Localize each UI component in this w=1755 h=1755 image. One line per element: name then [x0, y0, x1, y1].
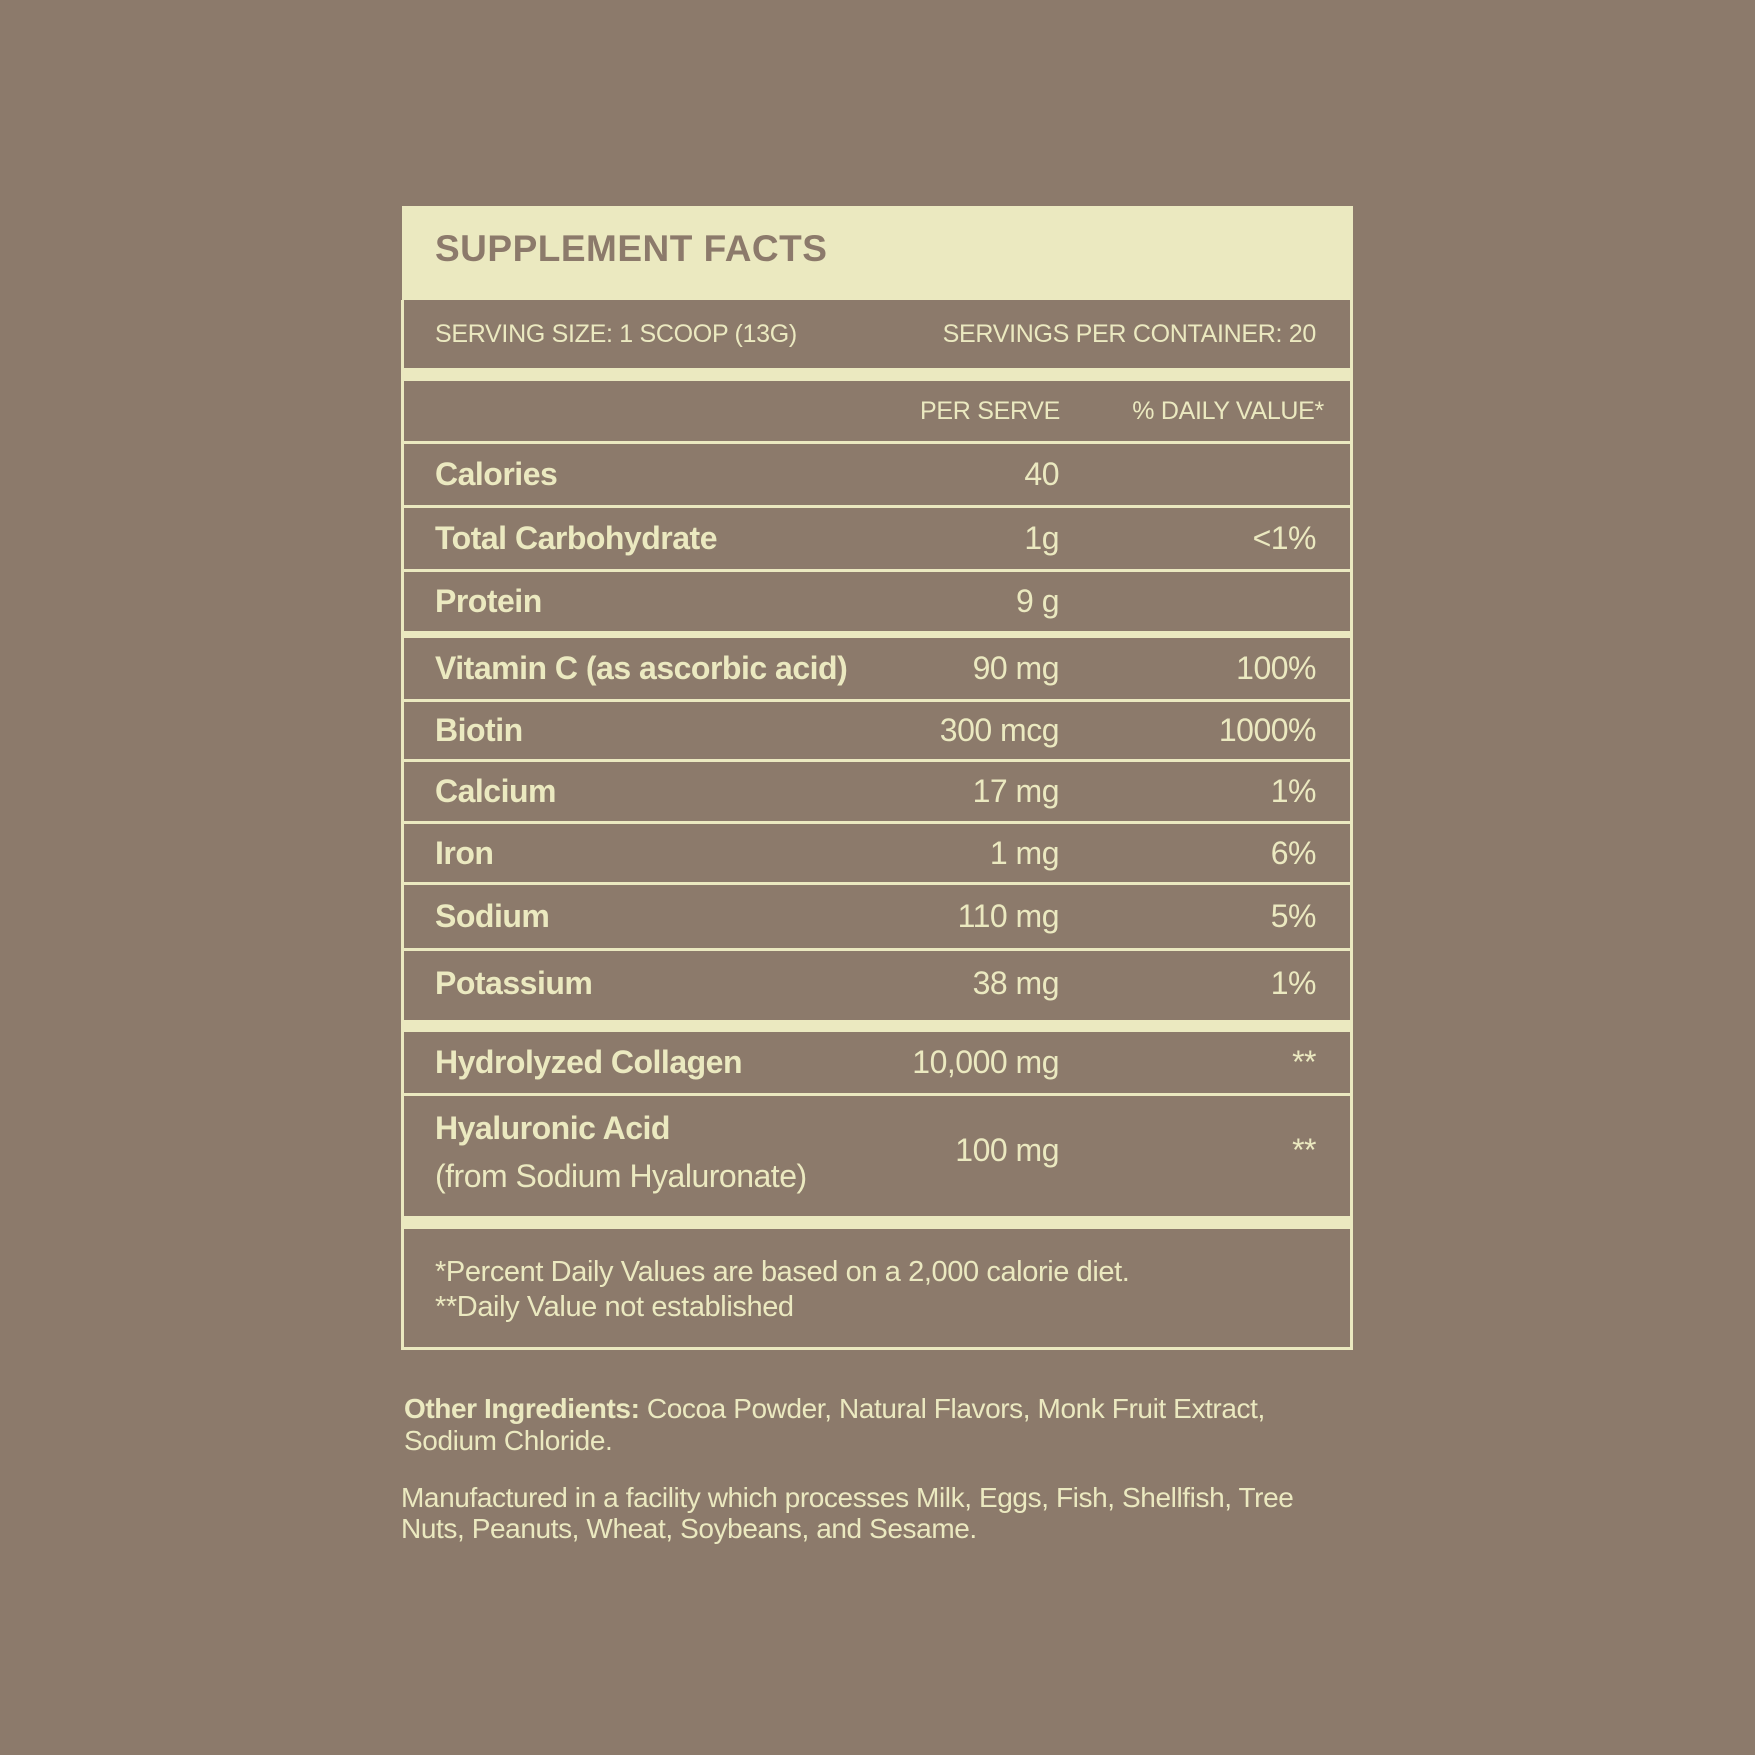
- nutrient-label: Hydrolyzed Collagen: [435, 1044, 742, 1080]
- nutrient-label: Calcium: [435, 773, 556, 809]
- footnote-not-established: **Daily Value not established: [435, 1291, 794, 1323]
- nutrient-row-iron: [404, 824, 1350, 885]
- nutrient-label: Total Carbohydrate: [435, 520, 717, 556]
- nutrient-daily-value: 100%: [1236, 650, 1316, 686]
- nutrient-amount: 110 mg: [957, 898, 1059, 934]
- nutrient-row-hyaluronic-acid: [404, 1096, 1350, 1229]
- servings-per-container: SERVINGS PER CONTAINER: 20: [942, 319, 1316, 348]
- column-header-row: [404, 381, 1350, 444]
- nutrient-label: Calories: [435, 456, 558, 492]
- footnotes: [404, 1229, 1350, 1347]
- nutrient-amount: 1 mg: [989, 834, 1059, 871]
- other-ingredients-text: Cocoa Powder, Natural Flavors, Monk Fruit Extract, Sodium Chloride.: [404, 1393, 1265, 1456]
- nutrient-amount: 38 mg: [972, 965, 1059, 1001]
- facts-table: [401, 300, 1353, 1350]
- nutrient-amount: 17 mg: [972, 773, 1059, 809]
- allergen-statement: Manufactured in a facility which processes Milk, Eggs, Fish, Shellfish, Tree Nuts, Peanuts, Wheat, Soybeans, and Sesame.: [401, 1482, 1294, 1544]
- serving-size: SERVING SIZE: 1 SCOOP (13G): [435, 319, 797, 348]
- nutrient-amount: 1g: [1024, 520, 1059, 556]
- nutrient-label: Sodium: [435, 898, 550, 934]
- nutrient-label: Iron: [435, 834, 494, 871]
- nutrient-daily-value: 6%: [1270, 834, 1316, 871]
- nutrient-daily-value: **: [1292, 1044, 1316, 1080]
- nutrient-row-protein: [404, 572, 1350, 638]
- column-header-per-serve: PER SERVE: [920, 396, 1060, 425]
- nutrient-daily-value: **: [1292, 1132, 1316, 1168]
- footnote-daily-values: *Percent Daily Values are based on a 2,000 calorie diet.: [435, 1256, 1130, 1288]
- nutrient-amount: 10,000 mg: [912, 1044, 1059, 1080]
- nutrient-row-biotin: [404, 702, 1350, 762]
- supplement-facts-panel: [401, 206, 1353, 1350]
- nutrient-row-vitamin-c: [404, 638, 1350, 702]
- nutrient-amount: 90 mg: [972, 650, 1059, 686]
- nutrient-daily-value: 1000%: [1218, 712, 1316, 748]
- nutrient-row-calories: [404, 444, 1350, 508]
- nutrient-label: Vitamin C (as ascorbic acid): [435, 650, 848, 686]
- facts-header: [402, 206, 1353, 300]
- nutrient-daily-value: 1%: [1270, 773, 1316, 809]
- nutrient-label: Hyaluronic Acid: [435, 1110, 670, 1146]
- nutrient-daily-value: <1%: [1252, 520, 1316, 556]
- nutrient-daily-value: 1%: [1270, 965, 1316, 1001]
- nutrient-label: Biotin: [435, 712, 523, 748]
- other-ingredients: [404, 1393, 1324, 1457]
- nutrient-row-potassium: [404, 951, 1350, 1032]
- nutrient-daily-value: 5%: [1270, 898, 1316, 934]
- nutrient-label: Potassium: [435, 965, 593, 1001]
- nutrient-sublabel: (from Sodium Hyaluronate): [435, 1158, 807, 1194]
- other-ingredients-label: Other Ingredients:: [404, 1393, 640, 1424]
- nutrient-row-hydrolyzed-collagen: [404, 1032, 1350, 1096]
- nutrient-row-sodium: [404, 885, 1350, 951]
- nutrient-amount: 300 mcg: [939, 712, 1059, 748]
- nutrient-amount: 40: [1024, 456, 1059, 492]
- page-title: SUPPLEMENT FACTS: [435, 228, 828, 269]
- nutrient-row-calcium: [404, 762, 1350, 824]
- serving-row: [404, 300, 1350, 381]
- nutrient-label: Protein: [435, 583, 542, 619]
- nutrient-row-total-carbohydrate: [404, 508, 1350, 572]
- column-header-daily-value: % DAILY VALUE*: [1132, 396, 1324, 425]
- nutrient-amount: 100 mg: [955, 1132, 1059, 1168]
- nutrient-amount: 9 g: [1016, 583, 1059, 619]
